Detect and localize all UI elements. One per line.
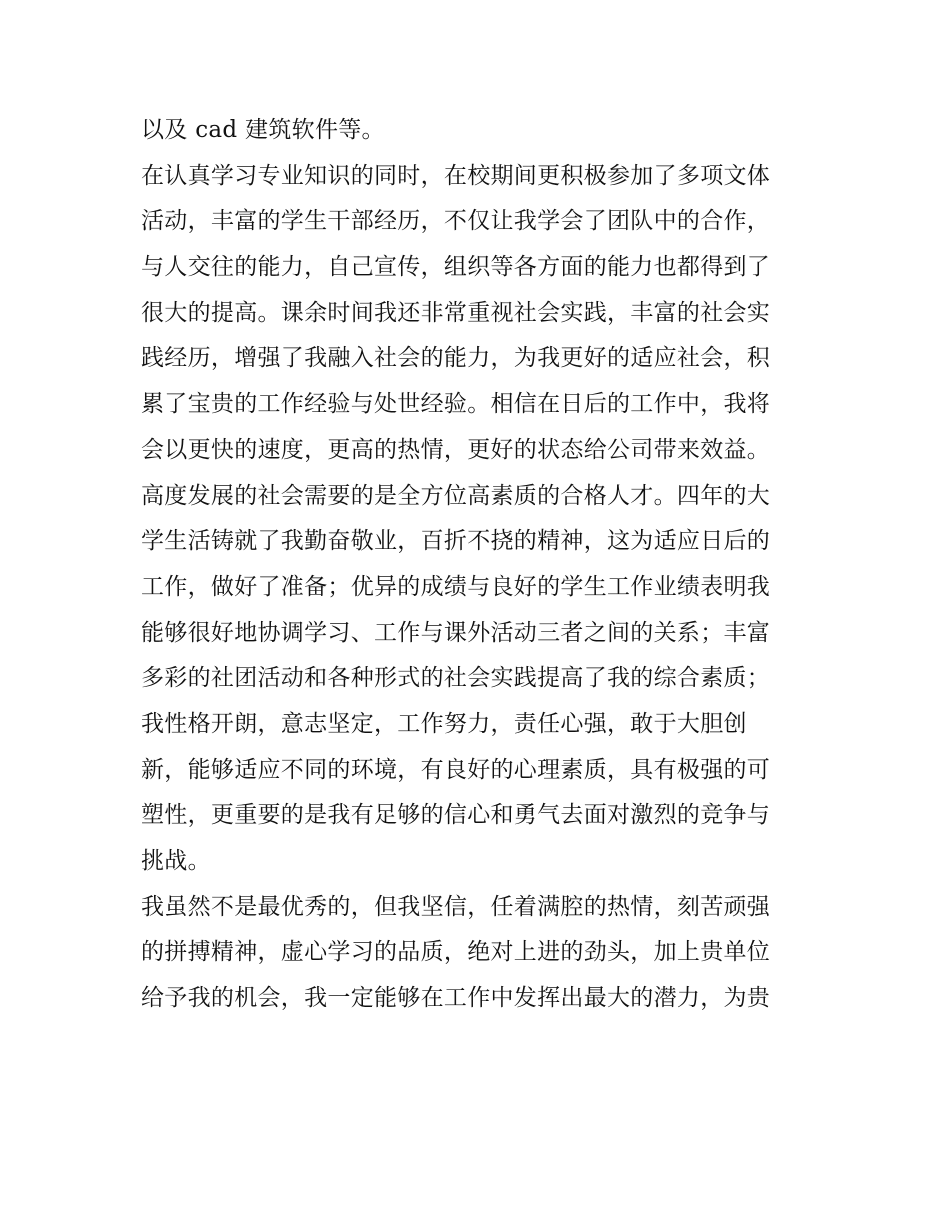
text-line: 我性格开朗，意志坚定，工作努力，责任心强，敢于大胆创 [141,710,747,737]
text-line: 多彩的社团活动和各种形式的社会实践提高了我的综合素质； [141,665,771,692]
text-line: 与人交往的能力，自己宣传，组织等各方面的能力也都得到了 [141,254,771,281]
text-line: 我虽然不是最优秀的，但我坚信，任着满腔的热情，刻苦顽强 [141,893,771,920]
text-line: 的拼搏精神，虚心学习的品质，绝对上进的劲头，加上贵单位 [141,939,771,966]
text-line: 学生活铸就了我勤奋敬业，百折不挠的精神，这为适应日后的 [141,528,771,555]
text-line: 工作，做好了准备；优异的成绩与良好的学生工作业绩表明我 [141,573,771,600]
text-line: 在认真学习专业知识的同时，在校期间更积极参加了多项文体 [141,162,771,189]
text-line: 新，能够适应不同的环境，有良好的心理素质，具有极强的可 [141,756,771,783]
text-line: 很大的提高。课余时间我还非常重视社会实践，丰富的社会实 [141,299,771,326]
text-line: 会以更快的速度，更高的热情，更好的状态给公司带来效益。 [141,436,771,463]
text-line: 高度发展的社会需要的是全方位高素质的合格人才。四年的大 [141,482,771,509]
text-line: 活动，丰富的学生干部经历，不仅让我学会了团队中的合作， [141,208,771,235]
document-body [141,108,821,1022]
text-line: 给予我的机会，我一定能够在工作中发挥出最大的潜力，为贵 [141,985,771,1012]
text-line: 能够很好地协调学习、工作与课外活动三者之间的关系；丰富 [141,619,771,646]
text-line: 累了宝贵的工作经验与处世经验。相信在日后的工作中，我将 [141,391,771,418]
text-line: 以及 cad 建筑软件等。 [141,117,385,143]
text-line: 践经历，增强了我融入社会的能力，为我更好的适应社会，积 [141,345,771,372]
text-line: 塑性，更重要的是我有足够的信心和勇气去面对激烈的竞争与 [141,802,771,829]
text-line: 挑战。 [141,848,211,874]
